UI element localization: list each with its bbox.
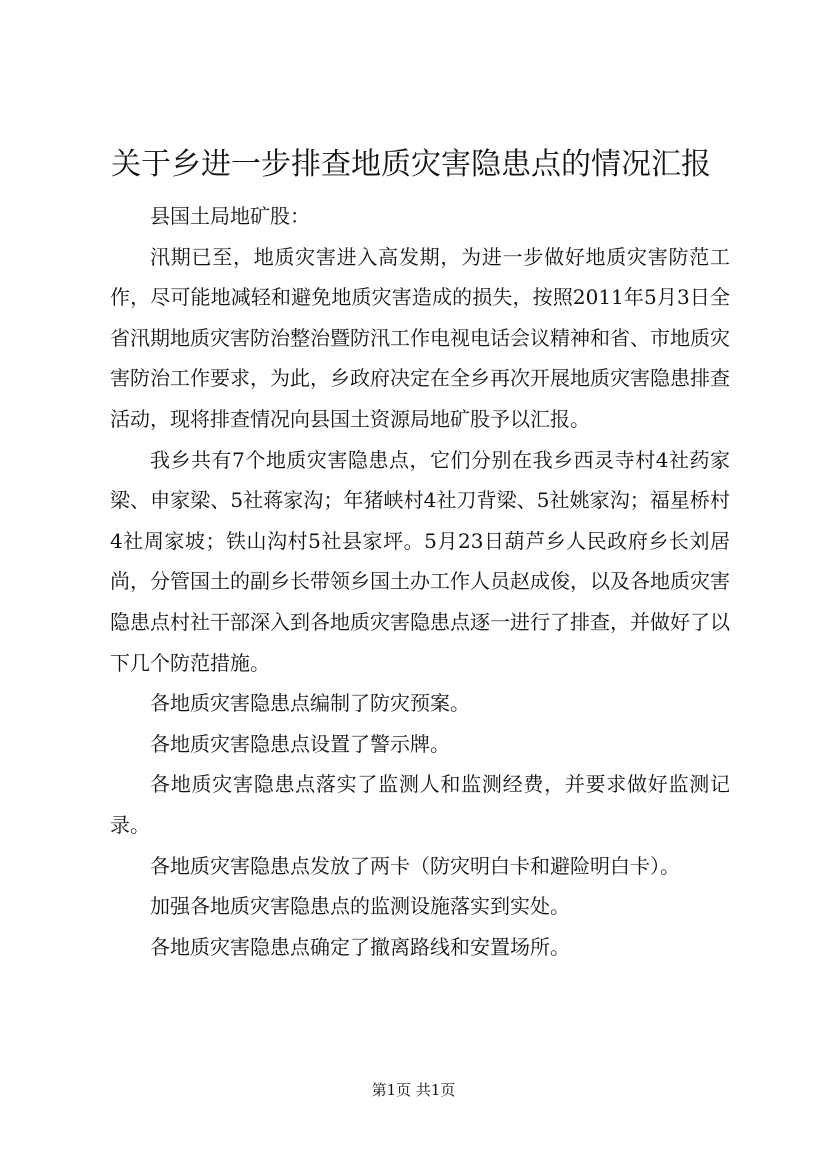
paragraph-intro: 汛期已至，地质灾害进入高发期，为进一步做好地质灾害防范工作，尽可能地减轻和避免地质灾害造成的损失，按照2011年5月3日全省汛期地质灾害防治整治暨防汛工作电视电话会议精神和省、市地质灾害防治工作要求，为此，乡政府决定在全乡再次开展地质灾害隐患排查活动，现将排查情况向县国土资源局地矿股予以汇报。 [110,244,730,431]
measure-item: 各地质灾害隐患点设置了警示牌。 [150,731,450,756]
measure-item: 各地质灾害隐患点发放了两卡（防灾明白卡和避险明白卡）。 [150,853,680,878]
measure-item: 各地质灾害隐患点确定了撤离路线和安置场所。 [150,934,570,959]
document-body [110,196,730,967]
document-title: 关于乡进一步排查地质灾害隐患点的情况汇报 [111,147,711,182]
measure-item: 加强各地质灾害隐患点的监测设施落实到实处。 [150,894,570,919]
salutation: 县国土局地矿股： [150,204,310,228]
paragraph-hazard-points: 我乡共有7个地质灾害隐患点，它们分别在我乡西灵寺村4社药家梁、申家梁、5社蒋家沟；年猪峡村4社刀背梁、5社姚家沟；福星桥村4社周家坡；铁山沟村5社县家坪。5月23日葫芦乡人民政府乡长刘居尚，分管国土的副乡长带领乡国土办工作人员赵成俊，以及各地质灾害隐患点村社干部深入到各地质灾害隐患点逐一进行了排查，并做好了以下几个防范措施。 [110,447,730,675]
page-footer: 第1页 共1页 [371,1081,456,1099]
measure-item: 各地质灾害隐患点落实了监测人和监测经费，并要求做好监测记录。 [110,772,730,837]
measure-item: 各地质灾害隐患点编制了防灾预案。 [150,691,470,716]
